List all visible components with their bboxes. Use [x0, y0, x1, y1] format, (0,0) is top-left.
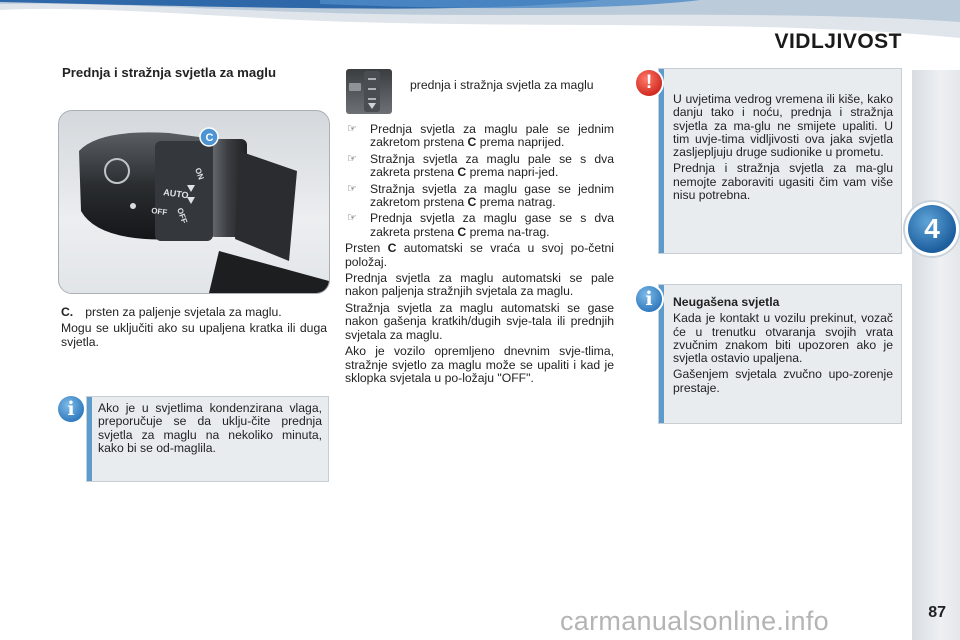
warning-paragraph-2: Prednja i stražnja svjetla za ma-glu nemojte zaboraviti ugasiti čim vam više nisu potrebna. [673, 161, 893, 203]
fog-light-steps [345, 123, 614, 239]
stalk-label-off-2: OFF [175, 206, 190, 225]
light-stalk-illustration [59, 111, 329, 293]
info-icon-2: i [636, 286, 662, 312]
info-box-lights-text [673, 296, 893, 398]
section-heading: Prednja i stražnja svjetla za maglu [62, 65, 277, 80]
bullet-pointer-icon: ☞ [347, 123, 357, 135]
paragraph-front-auto: Prednja svjetla za maglu automatski se pale nakon paljenja stražnjih svjetala za maglu. [345, 271, 614, 299]
info-box-lights-title: Neugašena svjetla [673, 295, 780, 309]
step-item-3: ☞ Stražnja svjetla za maglu gase se jednim zakretom prstena C prema natrag. [347, 181, 614, 210]
warning-box-text [673, 93, 893, 205]
stalk-label-off-1: OFF [150, 206, 168, 218]
paragraph-ring-return: Prsten C automatski se vraća u svoj po-četni položaj. [345, 241, 614, 269]
info-box-condensation-text: Ako je u svjetlima kondenzirana vlaga, preporučuje se da uklju-čite prednja svjetla za maglu na nekoliko minuta, kako bi se od-maglila. [98, 401, 322, 455]
info-box-condensation [86, 396, 329, 482]
caption-text: prsten za paljenje svjetala za maglu. [85, 305, 282, 319]
info-icon: i [58, 396, 84, 422]
stalk-label-on: ON [193, 166, 206, 181]
info-box-lights-on [658, 284, 902, 424]
page-number: 87 [928, 604, 946, 621]
thumbnail-caption: prednja i stražnja svjetla za maglu [410, 78, 594, 92]
middle-text-block [345, 123, 614, 388]
bullet-pointer-icon: ☞ [347, 212, 357, 225]
chapter-tab[interactable]: 4 [908, 205, 956, 253]
bullet-pointer-icon: ☞ [347, 152, 357, 165]
step-item-4: ☞ Prednja svjetla za maglu gase se s dva zakreta prstena C prema na-trag. [347, 211, 614, 239]
left-note: Mogu se uključiti ako su upaljena kratka ili duga svjetla. [61, 321, 327, 349]
stalk-label-auto: AUTO [162, 187, 190, 201]
info-lights-paragraph-2: Gašenjem svjetala zvučno upo-zorenje prestaje. [673, 367, 893, 395]
left-caption-block [61, 306, 327, 352]
side-strip [912, 70, 960, 640]
section-title: VIDLJIVOST [774, 30, 902, 53]
watermark: carmanualsonline.info [560, 606, 829, 636]
fog-light-control-thumbnail [346, 69, 392, 114]
step-item-1: ☞ Prednja svjetla za maglu pale se jednim zakretom prstena C prema naprijed. [347, 122, 614, 150]
info-box-bar [87, 397, 92, 481]
bullet-pointer-icon: ☞ [347, 182, 357, 195]
photo-marker-c-label: C [205, 132, 214, 144]
info-lights-paragraph-1: Kada je kontakt u vozilu prekinut, vozač će u trenutku otvaranja svojih vrata zvučnim znakom biti upozoren ako je svjetla ostavio upaljena. [673, 311, 893, 366]
light-stalk-photo [58, 110, 330, 294]
warning-box-bar [659, 69, 664, 253]
step-item-2: ☞ Stražnja svjetla za maglu pale se s dva zakreta prstena C prema napri-jed. [347, 151, 614, 180]
caption-letter: C. [61, 305, 74, 319]
warning-paragraph-1: U uvjetima vedrog vremena ili kiše, kako danju tako i noću, prednja i stražnja svjetla za ma-glu ne smijete upaliti. U tim uvje-tima vidljivosti ova jaka svjetla zasljepljuju druge sudionike u prometu. [673, 92, 893, 160]
paragraph-rear-auto: Stražnja svjetla za maglu automatski se gase nakon gašenja kratkih/dugih svje-tala ili prednjih svjetala za maglu. [345, 300, 614, 342]
fog-light-thumbnail-icon [346, 69, 392, 114]
warning-box [658, 68, 902, 254]
paragraph-daytime-lights: Ako je vozilo opremljeno dnevnim svje-tlima, stražnje svjetlo za maglu može se upaliti i kad je sklopka svjetala u po-ložaju "OFF". [345, 344, 614, 385]
warning-icon: ! [636, 70, 662, 96]
